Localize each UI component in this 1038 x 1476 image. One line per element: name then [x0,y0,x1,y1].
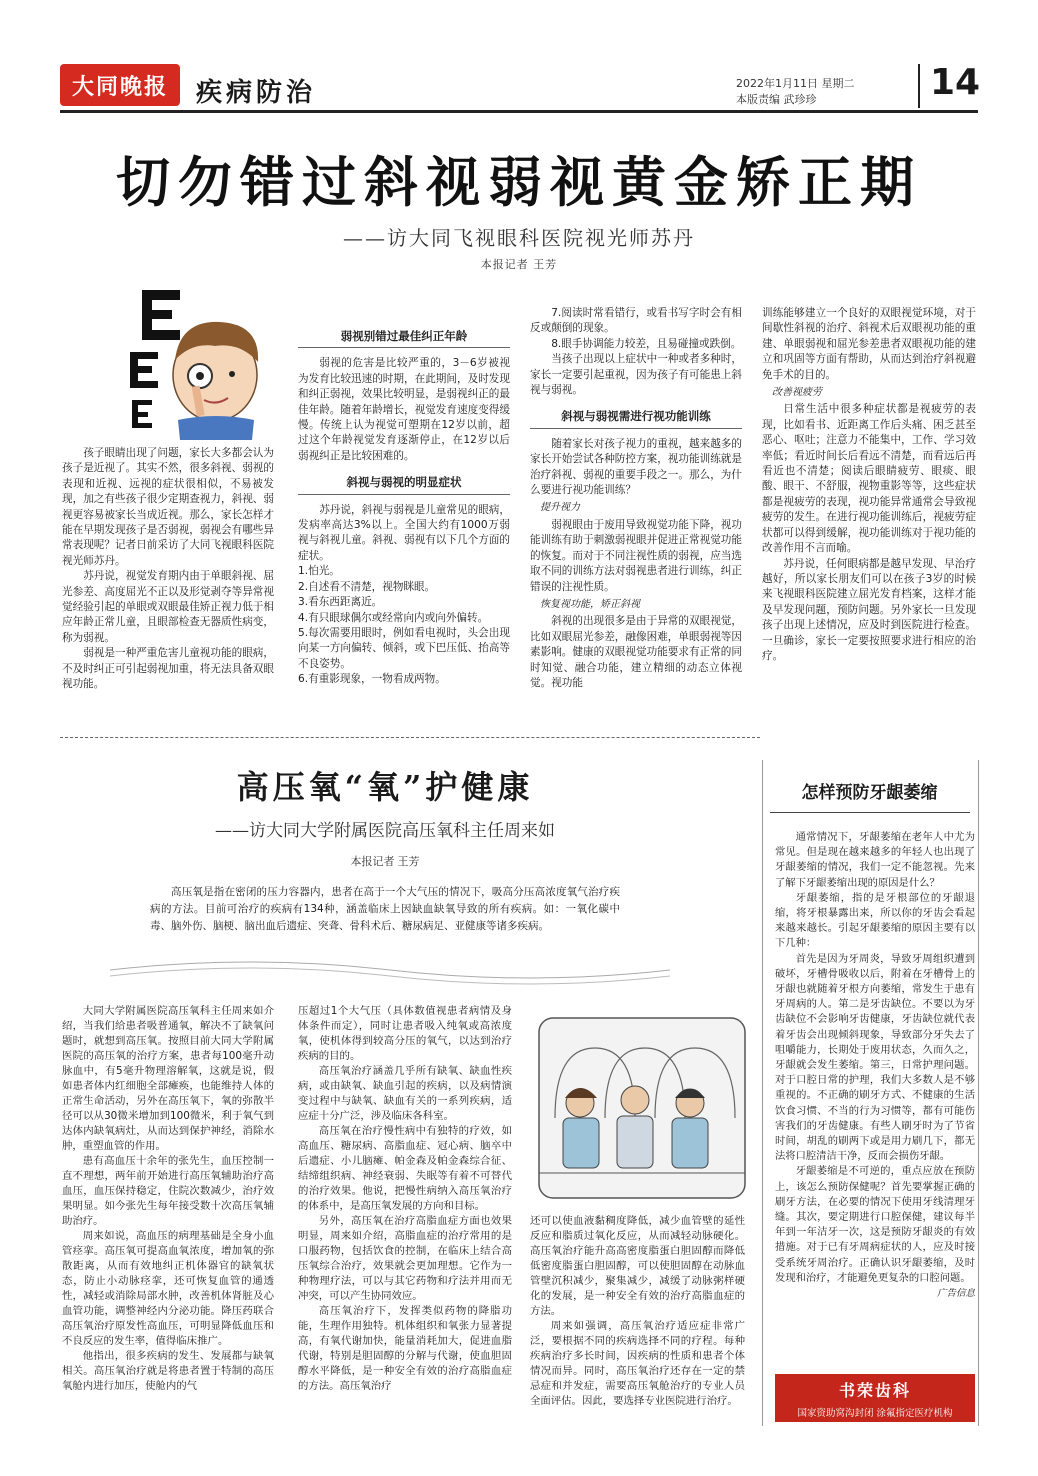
paragraph: 随着家长对孩子视力的重视，越来越多的家长开始尝试各种防控方案，视功能训练就是治疗斜视、弱视的重要手段之一。那么，为什么要进行视功能训练？ [530,437,742,497]
symptom-item: 4.有只眼球偶尔或经常向内或向外偏转。 [298,611,489,624]
ad-title: 书荣齿科 [838,1381,911,1400]
page-number: 14 [930,62,981,103]
paragraph: 牙龈萎缩，指的是牙根部位的牙龈退缩，将牙根暴露出来，所以你的牙齿会看起来越来越长。引起牙龈萎缩的原因主要有以下几种： [775,891,975,950]
paragraph: 日常生活中很多种症状都是视疲劳的表现，比如看书、近距离工作后头痛、困乏甚至恶心、呕吐；注意力不能集中，工作、学习效率低；看近时间长后看远不清楚，而看远后再看近也不清楚；阅读后眼睛疲劳、眼痰、眼酸、眼干、不舒服，视物重影等等，这些症状都是视疲劳的表现，视功能异常通常会导致视疲劳的发生。在进行视功能训练后，视疲劳症状都可以得到缓解，视功能训练对于视功能的改善作用不言而喻。 [762,403,976,555]
paragraph: 苏丹说，斜视与弱视是儿童常见的眼病，发病率高达3%以上。全国大约有1000万弱视与斜视儿童。斜视、弱视有以下几个方面的症状。 [298,503,510,562]
paragraph: 高压氧治疗涵盖几乎所有缺氧、缺血性疾病，或由缺氧、缺血引起的疾病，以及病情演变过程中与缺氧、缺血有关的一系列疾病，适应症十分广泛，涉及临床各科室。 [298,1065,512,1122]
page-number-divider [918,64,920,108]
article2-column-3 [530,1214,745,1409]
paragraph: 周来如强调，高压氧治疗适应症非常广泛，要根据不同的疾病选择不同的疗程。每种疾病治疗多长时间，因疾病的性质和患者个体情况而异。同时，高压氧治疗还存在一定的禁忌症和并发症，需要高压氧舱治疗的专业人员全面评估。因此，要选择专业医院进行治疗。 [530,1320,745,1407]
article2-column-1 [62,1004,274,1394]
paragraph: 首先是因为牙周炎，导致牙周组织遭到破坏，牙槽骨吸收以后，附着在牙槽骨上的牙龈也就随着牙根方向萎缩，常发生于患有牙周病的人。第二是牙齿缺位。不要以为牙齿缺位不会影响牙齿健康，牙齿缺位就代表着牙齿会出现倾斜现象，导致部分牙失去了咀嚼能力，长期处于废用状态，久而久之，牙龈就会发生萎缩。第三，日常护理问题。对于口腔日常的护理，我们大多数人是不够重视的。不正确的刷牙方式、不健康的生活饮食习惯、不当的行为习惯等，都有可能伤害我们的牙齿健康。有些人刷牙时为了节省时间，胡乱的刷两下或是用力刷几下，都无法将口腔清洁干净，反而会损伤牙龈。 [775,952,975,1163]
paragraph: 他指出，很多疾病的发生、发展都与缺氧相关。高压氧治疗就是将患者置于特制的高压氧舱内进行加压，使舱内的气 [62,1350,274,1392]
article1-column-2 [298,318,510,688]
source-note: 广告信息 [936,1288,975,1300]
masthead-rule [60,110,978,113]
symptom-item: 6.有重影现象，一物看成两物。 [298,673,446,686]
paragraph: 患有高血压十余年的张先生，血压控制一直不理想，两年前开始进行高压氧辅助治疗高血压，血压保持稳定，住院次数减少，治疗效果明显。如今张先生每年接受数十次高压氧辅助治疗。 [62,1155,274,1227]
intro-paragraph: 高压氧是指在密闭的压力容器内，患者在高于一个大气压的情况下，吸高分压高浓度氧气治疗疾病的方法。目前可治疗的疾病有134种，涵盖临床上因缺血缺氧导致的所有疾病。如：一氧化碳中毒、脑外伤、脑梗、脑出血后遗症、突聋、骨科术后、糖尿病足、亚健康等诸多疾病。 [150,886,620,932]
ad-subtitle: 国家资助窝沟封闭 涂氟指定医疗机构 [797,1408,953,1419]
paragraph: 当孩子出现以上症状中一种或者多种时，家长一定要引起重视，因为孩子有可能患上斜视与弱视。 [530,353,742,397]
article2-intro [150,884,620,935]
paragraph: 周来如说，高血压的病理基础是全身小血管痉挛。高压氧可提高血氧浓度，增加氧的弥散距离，从而有效地纠正机体器官的缺氧状态，防止小动脉痉挛，还可恢复血管的通透性，减轻或消除局部水肿，改善机体肾脏及心血管功能，调整神经内分泌功能。降压药联合高压氧治疗原发性高血压，可明显降低血压和不良反应的发生率，值得临床推广。 [62,1230,274,1347]
paragraph: 8.眼手协调能力较差，且易碰撞或跌倒。 [551,337,742,350]
article2-subtitle: ——访大同大学附属医院高压氧科主任周来如 [215,821,555,841]
article1-column-4 [762,306,976,664]
subheading: 斜视与弱视的明显症状 [298,472,510,494]
issue-date: 2022年1月11日 星期二 [736,77,855,90]
minor-heading: 恢复视功能，矫正斜视 [540,598,640,610]
article1-title: 切勿错过斜视弱视黄金矫正期 [116,150,922,214]
sidebar-body [775,830,975,1301]
subheading: 弱视别错过最佳纠正年龄 [298,326,510,348]
paragraph: 压超过1个大气压（具体数值视患者病情及身体条件而定），同时让患者吸入纯氧或高浓度氧，使机体得到较高分压的氧气，以达到治疗疾病的目的。 [298,1005,512,1062]
dental-ad-banner [775,1374,975,1422]
symptom-item: 3.看东西距离近。 [298,596,383,609]
issue-meta [736,76,855,108]
hyperbaric-chamber-illustration [535,1008,750,1208]
paragraph: 弱视是一种严重危害儿童视功能的眼病，不及时纠正可引起弱视加重，将无法具备双眼视功能。 [62,647,274,691]
sidebar-rule [770,812,970,813]
section-title: 疾病防治 [196,78,317,108]
minor-heading: 改善视疲劳 [772,387,822,399]
article1-byline: 本报记者 王芳 [480,258,558,271]
article2-byline: 本报记者 王芳 [350,856,420,868]
paragraph: 苏丹说，视觉发育期内由于单眼斜视、屈光参差、高度屈光不正以及形觉剥夺等异常视觉经验引起的单眼或双眼最佳矫正视力低于相应年龄正常儿童，且眼部检查无器质性病变，称为弱视。 [62,570,274,644]
paragraph: 大同大学附属医院高压氧科主任周来如介绍，当我们给患者吸普通氧，解决不了缺氧问题时，就想到高压氧。按照目前大同大学附属医院的高压氧的治疗方案，患者每100毫升动脉血中，有5毫升物理溶解氧，这就是说，假如患者体内红细胞全部瘫痪，也能维持人体的正常生命活动，另外在高压氧下，氧的弥散半径可以从30微米增加到100微米，利于氧气到达体内缺氧病灶，从而达到保护神经，消除水肿，重塑血管的作用。 [62,1005,274,1152]
article2-title: 高压氧“氧”护健康 [236,768,534,806]
symptom-item: 1.怕光。 [298,565,340,578]
paragraph: 弱视的危害是比较严重的，3－6岁被视为发育比较迅速的时期，在此期间，及时发现和纠正弱视，效果比较明显，是弱视纠正的最佳年龄。随着年龄增长，视觉发育速度变得缓慢。传统上认为视觉可塑期在12岁以前，超过这个年龄视觉发育逐渐停止，在12岁以后弱视纠正是比较困难的。 [298,357,510,462]
paragraph: 训练能够建立一个良好的双眼视觉环境，对于间歇性斜视的治疗、斜视术后双眼视功能的重建、单眼弱视和屈光参差患者双眼视功能的建立和巩固等方面有帮助，从而达到治疗斜视避免手术的目的。 [762,307,976,381]
paragraph: 孩子眼睛出现了问题，家长大多都会认为孩子是近视了。其实不然，很多斜视、弱视的表现和近视、远视的症状很相似，不易被发现，加之有些孩子很少定期查视力，斜视、弱视更容易被家长当成近视。那么，家长怎样才能在早期发现孩子是否弱视，弱视会有哪些异常表现呢？记者日前采访了大同飞视眼科医院视光师苏丹。 [62,447,274,567]
page-editor: 本版责编 武珍珍 [736,93,817,106]
decorative-wave [110,958,670,988]
sidebar-title: 怎样预防牙龈萎缩 [801,783,938,803]
newspaper-logo: 大同晚报 [60,64,180,106]
paragraph: 通常情况下，牙龈萎缩在老年人中尤为常见。但是现在越来越多的年轻人也出现了牙龈萎缩的情况，我们一定不能忽视。先来了解下牙龈萎缩出现的原因是什么？ [775,831,975,889]
subheading: 斜视与弱视需进行视功能训练 [530,406,742,428]
article2-column-2 [298,1004,512,1394]
paragraph: 7.阅读时常看错行，或看书写字时会有相反或颠倒的现象。 [530,307,742,335]
article1-column-3 [530,306,742,691]
paragraph: 牙龈萎缩是不可逆的，重点应放在预防上，该怎么预防保健呢？首先要掌握正确的刷牙方法，在必要的情况下使用牙线清理牙缝。其次，要定期进行口腔保健，建议每半年到一年洁牙一次，这是预防牙龈炎的有效措施。对于已有牙周病症状的人，应及时接受系统牙周治疗。正确认识牙龈萎缩，及时发现和治疗，才能避免更复杂的口腔问题。 [775,1165,975,1284]
article1-column-1 [62,446,274,693]
paragraph: 弱视眼由于废用导致视觉功能下降，视功能训练有助于刺激弱视眼并促进正常视觉功能的恢复。而对于不同注视性质的弱视，应当选取不同的训练方法对弱视患者进行训练，纠正错误的注视性质。 [530,518,742,593]
minor-heading: 提升视力 [540,502,580,514]
paragraph: 苏丹说，任何眼病都是越早发现、早治疗越好，所以家长朋友们可以在孩子3岁的时候来飞视眼科医院建立屈光发育档案，这样才能及早发现问题，预防问题。另外家长一旦发现孩子出现上述情况，应及时到医院进行检查。一旦确诊，家长一定要按照要求进行相应的治疗。 [762,557,976,662]
paragraph: 斜视的出现很多是由于异常的双眼视觉，比如双眼屈光参差，融像困难，单眼弱视等因素影响。健康的双眼视觉功能要求有正常的同时知觉、融合功能，建立精细的动态立体视觉。视功能 [530,615,742,689]
article1-subtitle: ——访大同飞视眼科医院视光师苏丹 [343,226,695,250]
paragraph: 高压氧在治疗慢性病中有独特的疗效，如高血压、糖尿病、高脂血症、冠心病、脑卒中后遗症、小儿脑瘫、帕金森及帕金森综合征、结缔组织病、神经衰弱、失眠等有着不可替代的治疗效果。他说，把慢性病纳入高压氧治疗的体系中，是高压氧发展的方向和目标。 [298,1125,512,1212]
paragraph: 还可以使血液黏稠度降低，减少血管壁的延性反应和脂质过氧化反应，从而减轻动脉硬化。高压氧治疗能升高高密度脂蛋白胆固醇而降低低密度脂蛋白胆固醇，可以使胆固醇在动脉血管壁沉积减少，聚集减少，减缓了动脉粥样硬化的发展，是一种安全有效的治疗高脂血症的方法。 [530,1215,745,1317]
eye-chart-child-illustration [120,280,320,440]
paragraph: 高压氧治疗下，发挥类似药物的降脂功能，生理作用独特。机体组织和氧张力显著提高，有氧代谢加快，能量消耗加大，促进血脂代谢，特别是胆固醇的分解与代谢，使血胆固醇水平降低，是一种安全有效的治疗高脂血症的方法。高压氧治疗 [298,1305,512,1392]
symptom-item: 2.自述看不清楚，视物眯眼。 [298,580,436,593]
paragraph: 另外，高压氧在治疗高脂血症方面也效果明显，周来如介绍，高脂血症的治疗常用的是口服药物，包括饮食的控制，在临床上结合高压氧综合治疗，效果就会更加理想。它作为一种物理疗法，可以与其它药物和疗法并用而无冲突，可以产生协同效应。 [298,1215,512,1302]
symptom-item: 5.每次需要用眼时，例如看电视时，头会出现向某一方向偏转、倾斜，或下巴压低、抬高等不良姿势。 [298,626,510,670]
article-divider [60,737,760,738]
